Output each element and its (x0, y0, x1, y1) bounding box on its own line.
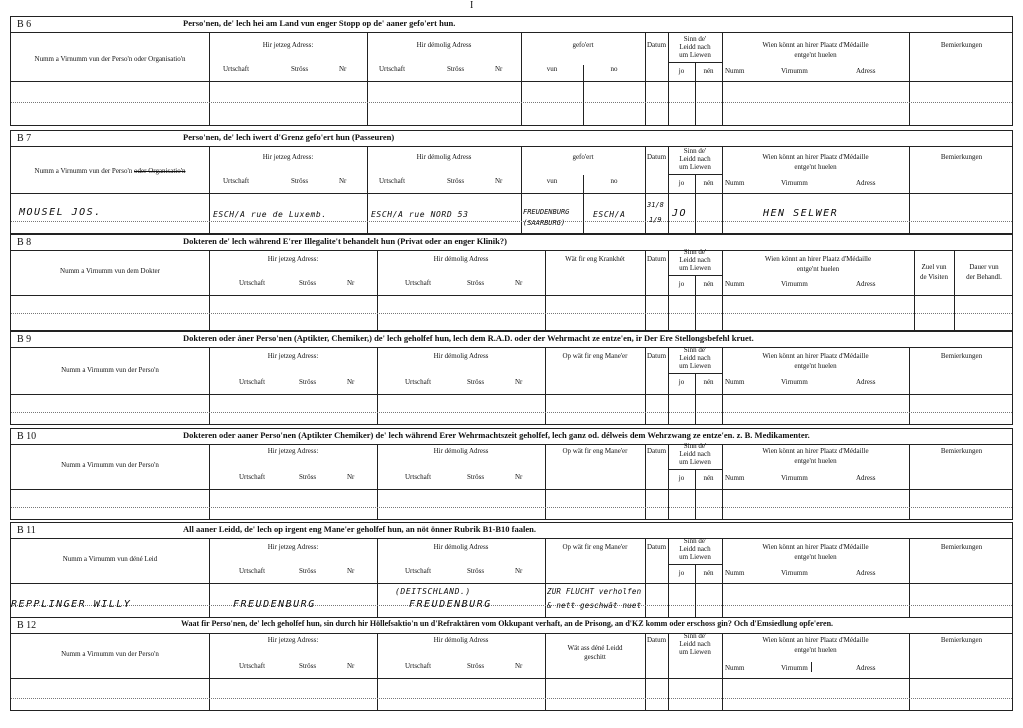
sub-street: Ströss (291, 65, 309, 73)
sub-from: vun (546, 177, 558, 185)
sub-no: nén (703, 378, 714, 386)
col-remarks: Bemierkungen (940, 447, 983, 455)
sub-nr: Nr (515, 378, 523, 386)
sub-address: Adress (856, 378, 876, 386)
section-title: Waat fir Perso'nen, de' lech geholfef hun, sin durch hir Höllefsaktio'n un d'Refraktären vom Okkupant verhaft, an de Prisong, an d'KZ komm oder erschoss gin? Och d'Emsiedlung opfe'eren. (181, 619, 834, 628)
entry-date-2: 1/9 (649, 216, 662, 224)
col-medal: Wien könnt an hirer Plaatz d'Médaille (762, 447, 869, 455)
sub-firstname: Virnumm (781, 280, 808, 288)
col-transported: gefo'ert (572, 41, 594, 49)
sub-town: Urtschaft (405, 279, 432, 287)
col-medal-2: entge'nt huelen (794, 362, 837, 370)
col-medal: Wien könnt an hirer Plaatz d'Médaille (762, 543, 869, 551)
col-previous-address: Hir démolig Adress (416, 41, 472, 49)
section-code: B 9 (17, 334, 32, 345)
col-date: Datum (646, 543, 667, 551)
sub-firstname: Virnumm (781, 474, 808, 482)
col-medal-2: entge'nt huelen (794, 553, 837, 561)
col-medal-2: entge'nt huelen (794, 51, 837, 59)
sub-yes: jo (678, 67, 685, 75)
sub-street: Ströss (467, 279, 485, 287)
entry-to: ESCH/A (593, 210, 626, 219)
sub-name: Numm (725, 569, 745, 577)
sub-nr: Nr (347, 662, 355, 670)
entry-current-address: ESCH/A rue de Luxemb. (213, 210, 327, 219)
sub-town: Urtschaft (405, 378, 432, 386)
sub-nr: Nr (515, 662, 523, 670)
col-name-text: Numm a Virnumm vun der Perso'n (34, 167, 133, 175)
col-alive-3: um Liewen (679, 648, 711, 656)
col-name: Numm a Virnumm vun der Perso'n (61, 461, 159, 469)
col-alive-2: Leidd nach (679, 640, 711, 648)
section-code: B 12 (17, 620, 37, 631)
sub-town: Urtschaft (405, 567, 432, 575)
sub-town: Urtschaft (405, 662, 432, 670)
sub-firstname: Virnumm (781, 569, 808, 577)
page-mark: I (470, 0, 474, 11)
col-medal-2: entge'nt huelen (794, 163, 837, 171)
col-what-happened-2: geschitt (584, 653, 606, 661)
col-name-struck: oder Organisatio'n (134, 167, 186, 175)
col-remarks: Bemierkungen (940, 352, 983, 360)
entry-way: ZUR FLUCHT verholfen (547, 587, 642, 596)
sub-nr: Nr (347, 473, 355, 481)
sub-town: Urtschaft (379, 65, 406, 73)
col-alive: Sinn de' (683, 248, 707, 256)
col-alive-3: um Liewen (679, 553, 711, 561)
sub-firstname: Virnumm (781, 664, 808, 672)
sub-no: nén (703, 474, 714, 482)
sub-address: Adress (856, 67, 876, 75)
sub-street: Ströss (299, 279, 317, 287)
entry-way-2: & nett geschwät nuet (547, 601, 642, 610)
sub-street: Ströss (291, 177, 309, 185)
form-page (10, 0, 1013, 728)
sub-no: nén (703, 280, 714, 288)
col-transported: gefo'ert (572, 153, 594, 161)
sub-street: Ströss (299, 662, 317, 670)
col-current-address: Hir jetzeg Adress: (267, 543, 319, 551)
col-way: Op wät fir eng Mane'er (562, 447, 628, 455)
sub-town: Urtschaft (223, 65, 250, 73)
col-alive: Sinn de' (683, 35, 707, 43)
col-medal: Wien könnt an hirer Plaatz d'Médaille (764, 255, 872, 263)
sub-yes: jo (678, 280, 685, 288)
entry-previous-address: ESCH/A rue NORD 53 (371, 210, 469, 219)
sub-nr: Nr (347, 567, 355, 575)
col-remarks: Bemierkungen (940, 636, 983, 644)
col-date: Datum (646, 352, 667, 360)
col-medal: Wien könnt an hirer Plaatz d'Médaille (762, 352, 869, 360)
sub-address: Adress (856, 179, 876, 187)
sub-street: Ströss (467, 473, 485, 481)
sub-to: no (610, 65, 618, 73)
col-alive: Sinn de' (683, 632, 707, 640)
sub-to: no (610, 177, 618, 185)
sub-no: nén (703, 569, 714, 577)
sub-nr: Nr (339, 65, 347, 73)
col-alive-3: um Liewen (679, 362, 711, 370)
col-current-address: Hir jetzeg Adress: (262, 41, 314, 49)
col-remarks: Bemierkungen (940, 41, 983, 49)
col-date: Datum (646, 153, 667, 161)
col-alive-2: Leidd nach (679, 43, 711, 51)
section-title: Dokteren de' lech während E'rer Illegalite't behandelt hun (Privat oder an enger Klinik?) (183, 236, 507, 246)
col-current-address: Hir jetzeg Adress: (267, 636, 319, 644)
sub-no: nén (703, 67, 714, 75)
col-alive-2: Leidd nach (679, 354, 711, 362)
col-medal-2: entge'nt huelen (796, 265, 840, 273)
sub-name: Numm (725, 378, 745, 386)
col-previous-address: Hir démolig Adress (433, 543, 489, 551)
section-b6 (10, 16, 1013, 126)
section-b11 (10, 522, 1013, 618)
col-way: Op wät fir eng Mane'er (562, 352, 628, 360)
col-date: Datum (646, 636, 667, 644)
sub-firstname: Virnumm (781, 179, 808, 187)
entry-current-address: FREUDENBURG (233, 599, 316, 610)
col-medal: Wien könnt an hirer Plaatz d'Médaille (762, 41, 869, 49)
sub-street: Ströss (467, 567, 485, 575)
col-medal: Wien könnt an hirer Plaatz d'Médaille (762, 636, 869, 644)
sub-nr: Nr (495, 177, 503, 185)
col-date: Datum (646, 255, 667, 263)
sub-no: nén (703, 179, 714, 187)
sub-street: Ströss (299, 567, 317, 575)
sub-name: Numm (725, 67, 745, 75)
sub-town: Urtschaft (379, 177, 406, 185)
col-medal-2: entge'nt huelen (794, 457, 837, 465)
entry-date: 31/8 (647, 201, 664, 209)
col-medal-2: entge'nt huelen (794, 646, 837, 654)
section-b12 (10, 617, 1013, 711)
section-title: Dokteren oder aaner Perso'nen (Aptikter Chemiker) de' lech während Erer Wehrmachtszeit geholfef, lech ganz od. délweis dem Wehrzwang ze entze'en. z. B. Medikamenter. (183, 430, 810, 440)
col-alive-3: um Liewen (679, 163, 711, 171)
col-alive-2: Leidd nach (679, 545, 711, 553)
col-alive-2: Leidd nach (679, 155, 711, 163)
sub-nr: Nr (515, 567, 523, 575)
section-code: B 8 (17, 237, 32, 248)
sub-yes: jo (678, 569, 685, 577)
section-b10 (10, 428, 1013, 520)
col-alive-3: um Liewen (679, 51, 711, 59)
sub-nr: Nr (339, 177, 347, 185)
col-alive: Sinn de' (683, 537, 707, 545)
section-title: Perso'nen, de' lech iwert d'Grenz gefo'ert hun (Passeuren) (183, 132, 395, 142)
col-alive: Sinn de' (683, 346, 707, 354)
col-previous-address: Hir démolig Adress (433, 352, 489, 360)
col-previous-address: Hir démolig Adress (433, 447, 489, 455)
entry-previous-address: FREUDENBURG (409, 599, 492, 610)
col-name: Numm a Virnumm vun der Perso'n (61, 366, 159, 374)
col-remarks: Bemierkungen (940, 543, 983, 551)
col-alive-2: Leidd nach (679, 256, 711, 264)
sub-name: Numm (725, 179, 745, 187)
col-date: Datum (646, 447, 667, 455)
sub-street: Ströss (299, 378, 317, 386)
col-illness: Wät fir eng Krankhét (565, 255, 625, 263)
sub-name: Numm (725, 474, 745, 482)
sub-firstname: Virnumm (781, 67, 808, 75)
col-name: Numm a Virnumm vun der Perso'n oder Organisatio'n (34, 55, 186, 63)
sub-yes: jo (678, 474, 685, 482)
sub-nr: Nr (515, 279, 523, 287)
col-doctor-name: Numm a Virnumm vun dem Dokter (60, 267, 160, 275)
sub-nr: Nr (347, 279, 355, 287)
sub-street: Ströss (299, 473, 317, 481)
sub-nr: Nr (347, 378, 355, 386)
section-b8 (10, 234, 1013, 331)
section-code: B 6 (17, 19, 32, 30)
sub-address: Adress (856, 280, 876, 288)
sub-town: Urtschaft (239, 662, 266, 670)
sub-town: Urtschaft (223, 177, 250, 185)
col-date: Datum (646, 41, 667, 49)
col-remarks: Bemierkungen (940, 153, 983, 161)
section-code: B 7 (17, 133, 32, 144)
col-previous-address: Hir démolig Adress (433, 636, 489, 644)
sub-firstname: Virnumm (781, 378, 808, 386)
col-way: Op wät fir eng Mane'er (562, 543, 628, 551)
entry-name: REPPLINGER WILLY (11, 599, 132, 610)
col-alive-2: Leidd nach (679, 450, 711, 458)
col-name: Numm a Virnumm vun der Perso'n (61, 650, 159, 658)
col-alive: Sinn de' (683, 442, 707, 450)
sub-address: Adress (856, 569, 876, 577)
entry-name: MOUSEL JOS. (19, 207, 102, 218)
entry-alive-yes: JO (672, 208, 688, 219)
entry-medal: HEN SELWER (763, 208, 839, 219)
sub-street: Ströss (447, 177, 465, 185)
col-alive-3: um Liewen (679, 458, 711, 466)
col-alive: Sinn de' (683, 147, 707, 155)
sub-nr: Nr (515, 473, 523, 481)
section-title: Perso'nen, de' lech hei am Land vun enger Stopp op de' aaner gefo'ert hun. (183, 18, 456, 28)
sub-yes: jo (678, 378, 685, 386)
col-duration-2: der Behandl. (966, 273, 1002, 281)
col-previous-address: Hir démolig Adress (416, 153, 472, 161)
sub-name: Numm (725, 280, 745, 288)
sub-street: Ströss (447, 65, 465, 73)
col-visits-2: de Visiten (919, 273, 949, 281)
col-medal: Wien könnt an hirer Plaatz d'Médaille (762, 153, 869, 161)
col-current-address: Hir jetzeg Adress: (267, 352, 319, 360)
col-what-happened: Wät ass déné Leidd (567, 644, 623, 652)
sub-nr: Nr (495, 65, 503, 73)
col-current-address: Hir jetzeg Adress: (267, 255, 319, 263)
entry-from-2: (SAARBURG) (523, 219, 566, 227)
sub-address: Adress (856, 474, 876, 482)
col-name: Numm a Virnumm vun déné Leid (62, 555, 158, 563)
sub-town: Urtschaft (239, 279, 266, 287)
col-name (11, 167, 209, 175)
col-alive-3: um Liewen (679, 264, 711, 272)
col-current-address: Hir jetzeg Adress: (262, 153, 314, 161)
sub-town: Urtschaft (405, 473, 432, 481)
sub-street: Ströss (467, 662, 485, 670)
sub-street: Ströss (467, 378, 485, 386)
sub-from: vun (546, 65, 558, 73)
section-title: All aaner Leidd, de' lech op irgent eng Mane'er geholfef hun, an nöt önner Rubrik B1-B10 faalen. (183, 524, 537, 534)
col-previous-address: Hir démolig Adress (433, 255, 489, 263)
sub-name: Numm (725, 664, 745, 672)
section-code: B 11 (17, 525, 36, 536)
sub-town: Urtschaft (239, 567, 266, 575)
section-title: Dokteren oder åner Perso'nen (Aptikter, Chemiker,) de' lech geholfef hun, lech dem R.A.D. oder der Wehrmacht ze entze'en, ir Der Ere Stellongsbefehl kruet. (183, 333, 754, 343)
section-code: B 10 (17, 431, 37, 442)
sub-address: Adress (856, 664, 876, 672)
col-duration: Dauer vun (969, 263, 999, 271)
section-b9 (10, 331, 1013, 425)
col-visits: Zuel vun (921, 263, 947, 271)
sub-yes: jo (678, 179, 685, 187)
section-b7 (10, 130, 1013, 234)
sub-town: Urtschaft (239, 378, 266, 386)
col-current-address: Hir jetzeg Adress: (267, 447, 319, 455)
sub-town: Urtschaft (239, 473, 266, 481)
entry-from: FREUDENBURG (523, 208, 570, 216)
entry-previous-address-country: (DEITSCHLAND.) (395, 587, 471, 596)
